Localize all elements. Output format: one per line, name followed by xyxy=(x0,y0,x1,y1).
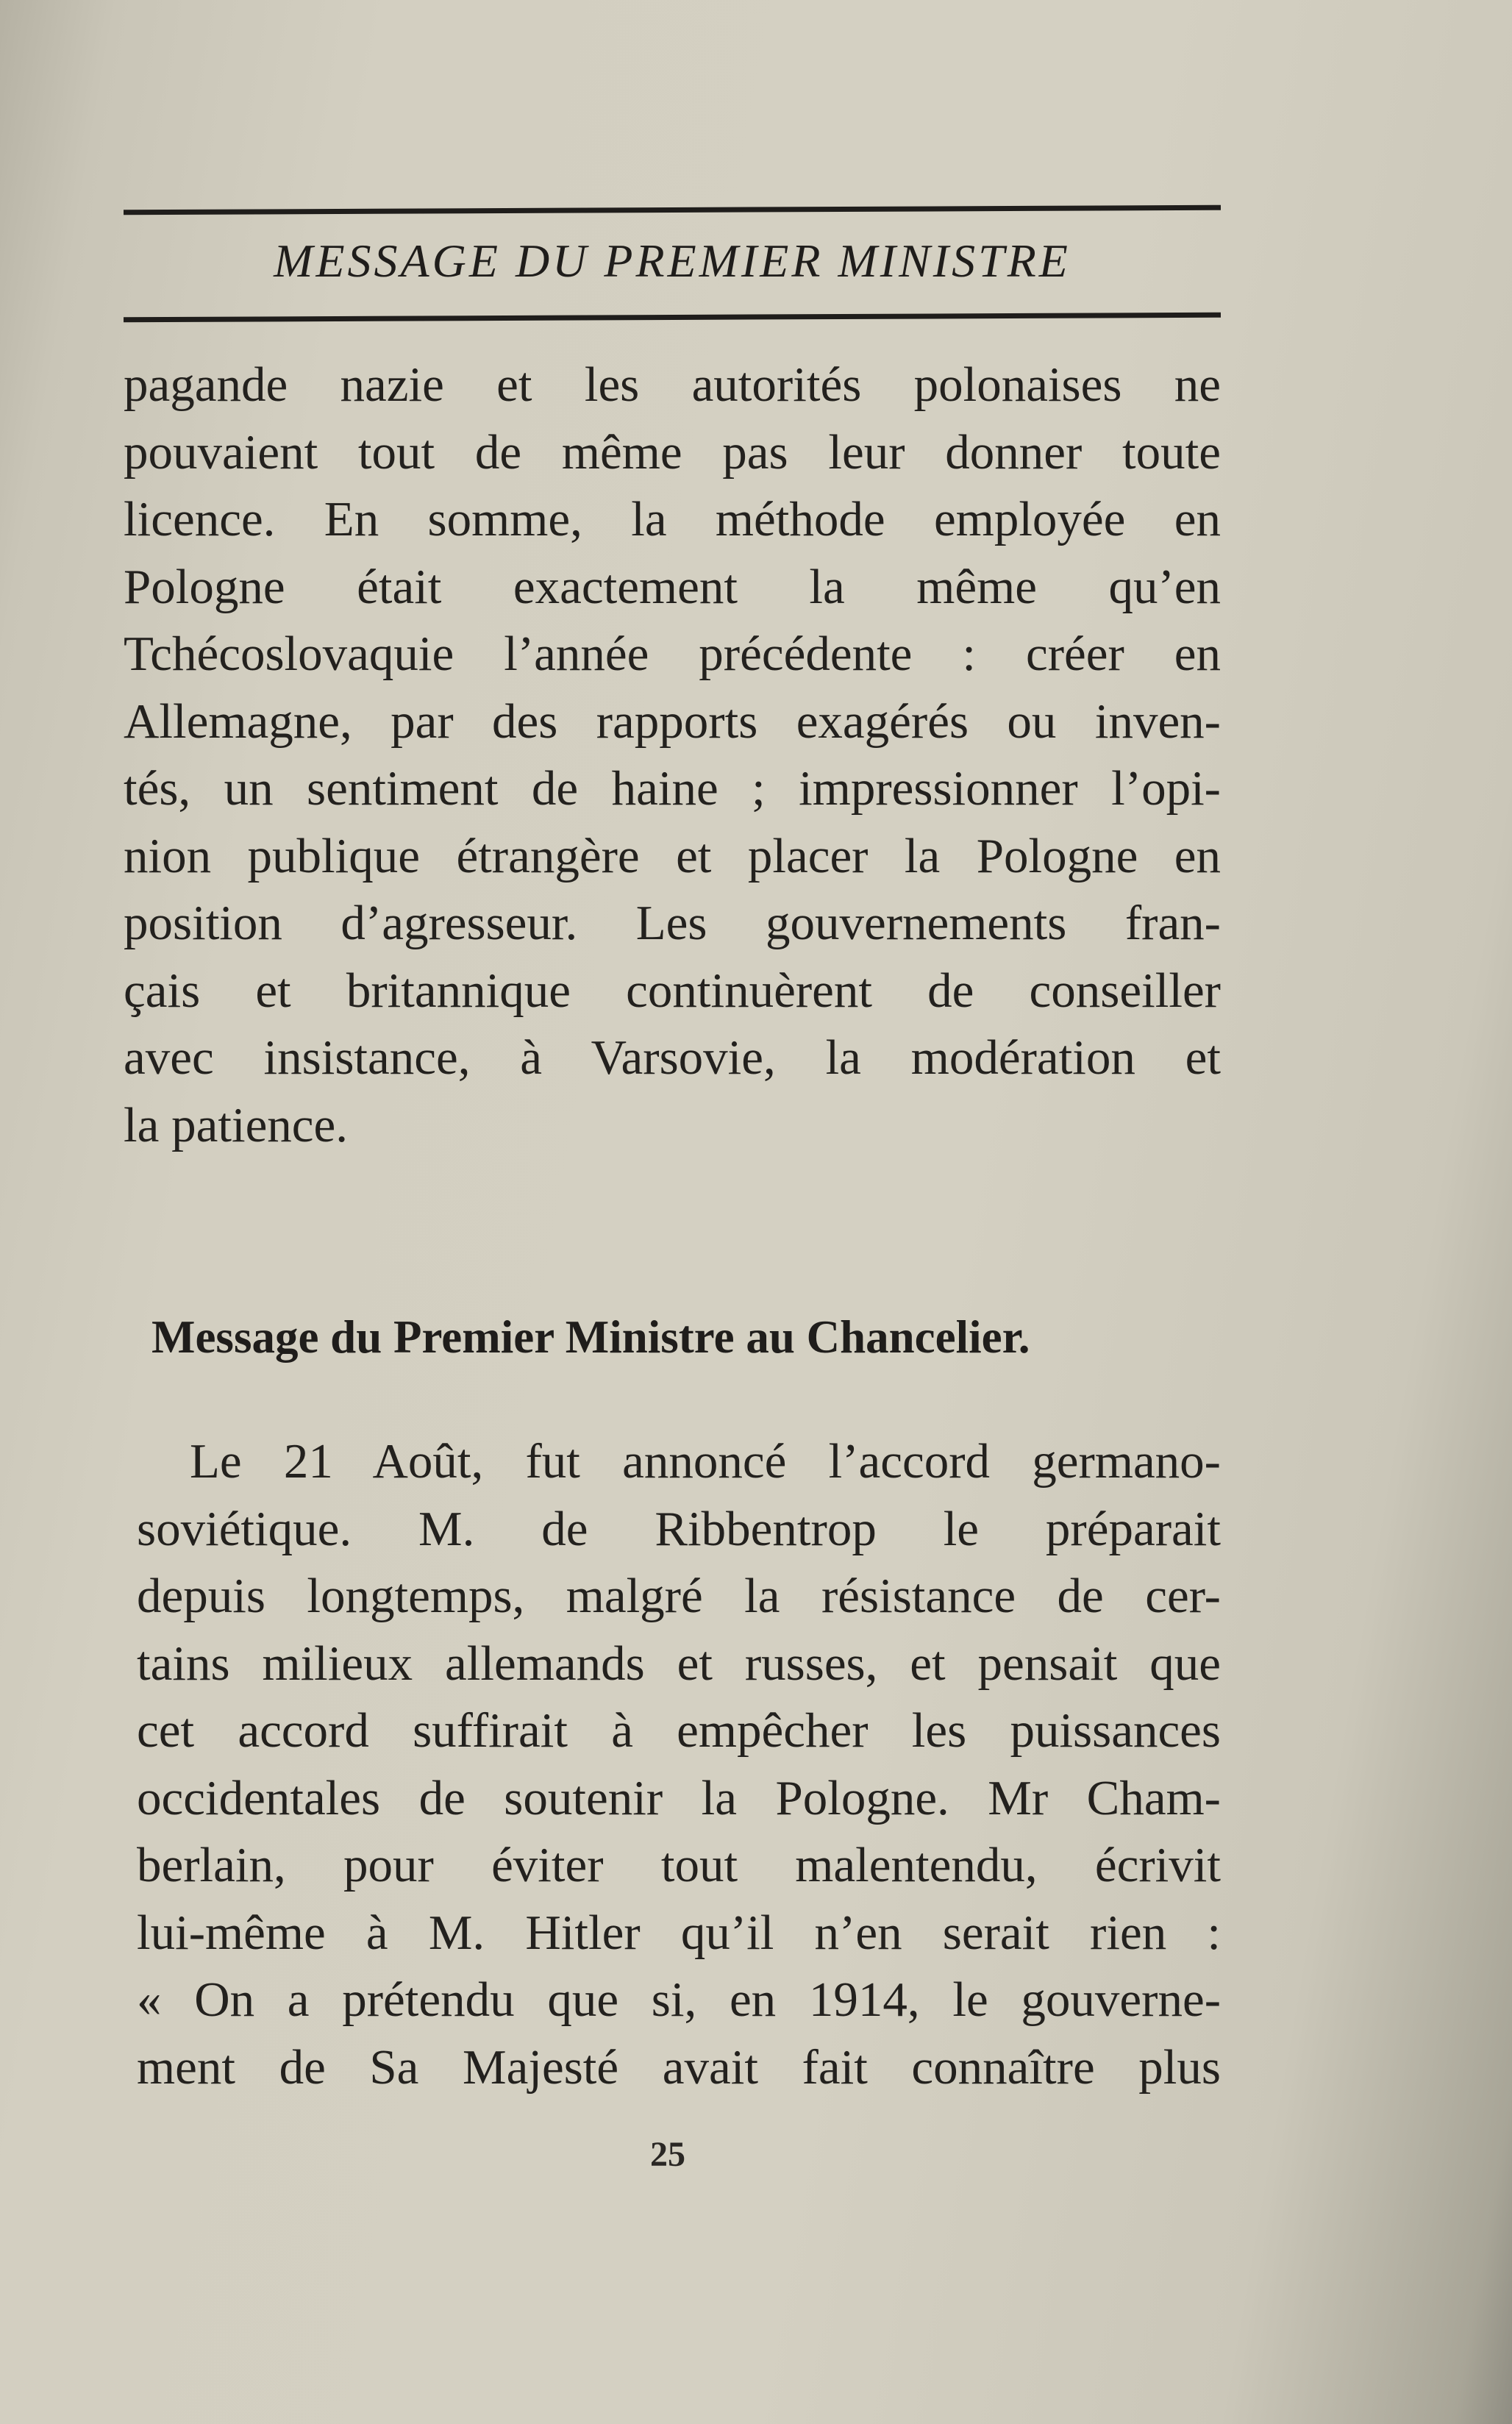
text-line: la patience. xyxy=(124,1097,349,1152)
text-line: Le 21 Août, fut annoncé l’accord germano- xyxy=(190,1434,1221,1489)
text-line: occidentales de soutenir la Pologne. Mr Cham- xyxy=(137,1770,1221,1825)
paragraph-2 xyxy=(137,1428,1221,2101)
text-line: position d’agresseur. Les gouvernements fran- xyxy=(124,896,1221,950)
text-line: berlain, pour éviter tout malentendu, écrivit xyxy=(137,1838,1221,1892)
text-line: Pologne était exactement la même qu’en xyxy=(124,559,1221,614)
header-bottom-rule xyxy=(124,313,1221,323)
text-line: Tchécoslovaquie l’année précédente : créer en xyxy=(124,627,1221,681)
text-line: licence. En somme, la méthode employée en xyxy=(124,492,1221,546)
header-top-rule xyxy=(124,205,1221,215)
running-head: MESSAGE DU PREMIER MINISTRE xyxy=(274,235,1071,287)
text-line: pagande nazie et les autorités polonaises ne xyxy=(124,357,1221,412)
text-line: lui-même à M. Hitler qu’il n’en serait rien : xyxy=(137,1905,1221,1960)
text-line: depuis longtemps, malgré la résistance de cer- xyxy=(137,1569,1221,1623)
text-line: pouvaient tout de même pas leur donner toute xyxy=(124,424,1221,480)
text-line: « On a prétendu que si, en 1914, le gouverne- xyxy=(137,1972,1221,2027)
section-heading: Message du Premier Ministre au Chancelier. xyxy=(151,1311,1030,1363)
text-line: soviétique. M. de Ribbentrop le préparait xyxy=(137,1501,1221,1556)
text-line: tés, un sentiment de haine ; impressionner l’opi- xyxy=(124,761,1221,816)
text-line: avec insistance, à Varsovie, la modération et xyxy=(124,1030,1221,1085)
paragraph-1 xyxy=(124,352,1221,1159)
page-number: 25 xyxy=(650,2135,685,2174)
text-line: nion publique étrangère et placer la Pologne en xyxy=(124,828,1221,883)
text-line: cet accord suffirait à empêcher les puissances xyxy=(137,1703,1221,1758)
text-line: ment de Sa Majesté avait fait connaître plus xyxy=(137,2039,1221,2095)
text-line: çais et britannique continuèrent de conseiller xyxy=(124,963,1221,1018)
text-line: tains milieux allemands et russes, et pensait que xyxy=(137,1636,1221,1691)
text-line: Allemagne, par des rapports exagérés ou inven- xyxy=(124,694,1221,749)
